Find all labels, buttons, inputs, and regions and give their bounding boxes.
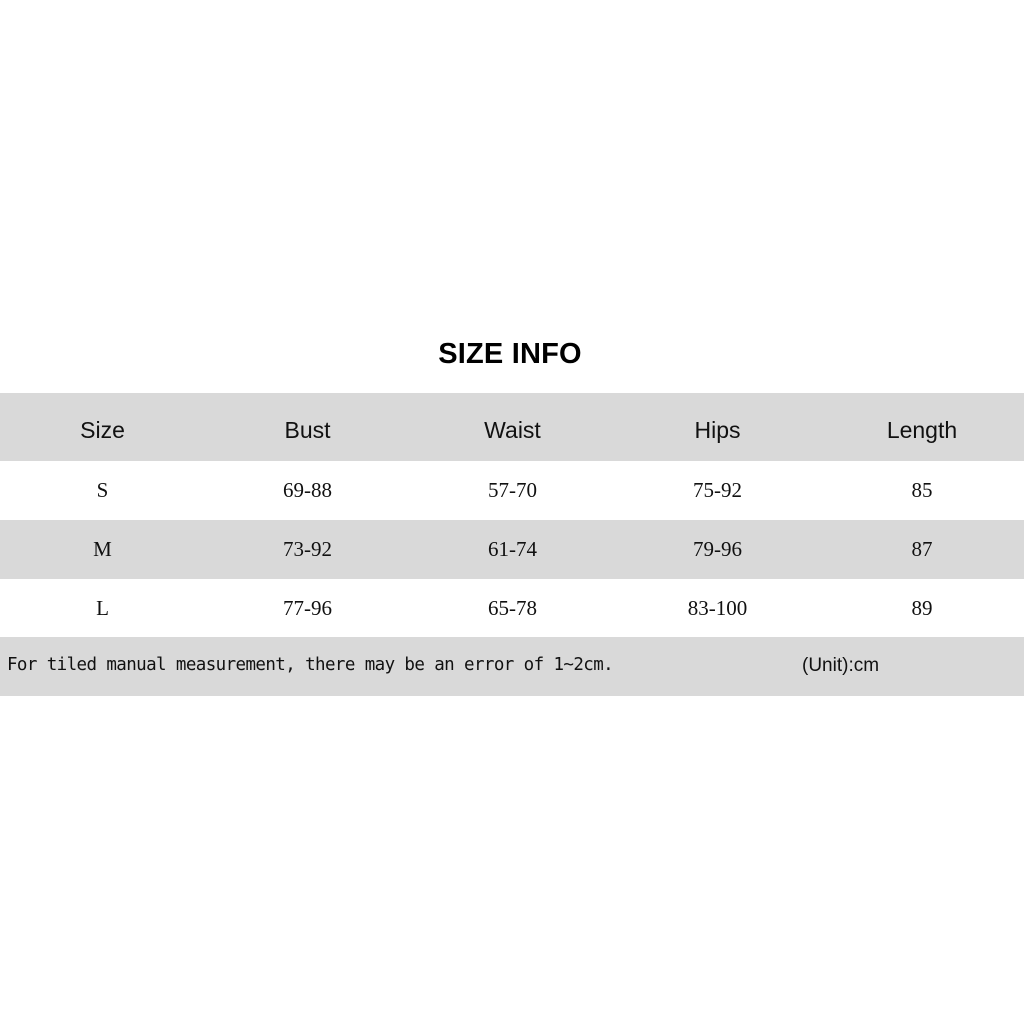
cell-hips: 83-100 — [687, 596, 748, 620]
cell-size: L — [96, 596, 109, 620]
measurement-note: For tiled manual measurement, there may be an error of 1~2cm. — [7, 655, 614, 675]
cell-size: S — [96, 478, 109, 502]
table-row — [0, 520, 1024, 579]
size-table — [0, 393, 1024, 638]
cell-bust: 69-88 — [283, 478, 332, 502]
cell-length: 85 — [911, 478, 933, 502]
table-row — [0, 579, 1024, 638]
measurement-note-bar — [0, 637, 1024, 696]
cell-waist: 57-70 — [488, 478, 537, 502]
header-bust: Bust — [284, 416, 331, 443]
header-length: Length — [886, 416, 958, 443]
cell-waist: 61-74 — [488, 537, 537, 561]
cell-size: M — [93, 537, 112, 561]
table-header-row — [0, 393, 1024, 461]
cell-hips: 79-96 — [693, 537, 742, 561]
cell-bust: 77-96 — [283, 596, 332, 620]
header-waist: Waist — [484, 416, 541, 443]
cell-length: 89 — [911, 596, 933, 620]
table-row — [0, 461, 1024, 520]
cell-length: 87 — [911, 537, 933, 561]
cell-bust: 73-92 — [283, 537, 332, 561]
page-title: SIZE INFO — [438, 338, 582, 370]
unit-label: (Unit):cm — [802, 655, 880, 676]
header-size: Size — [80, 416, 125, 443]
cell-waist: 65-78 — [488, 596, 537, 620]
header-hips: Hips — [694, 416, 741, 443]
cell-hips: 75-92 — [693, 478, 742, 502]
